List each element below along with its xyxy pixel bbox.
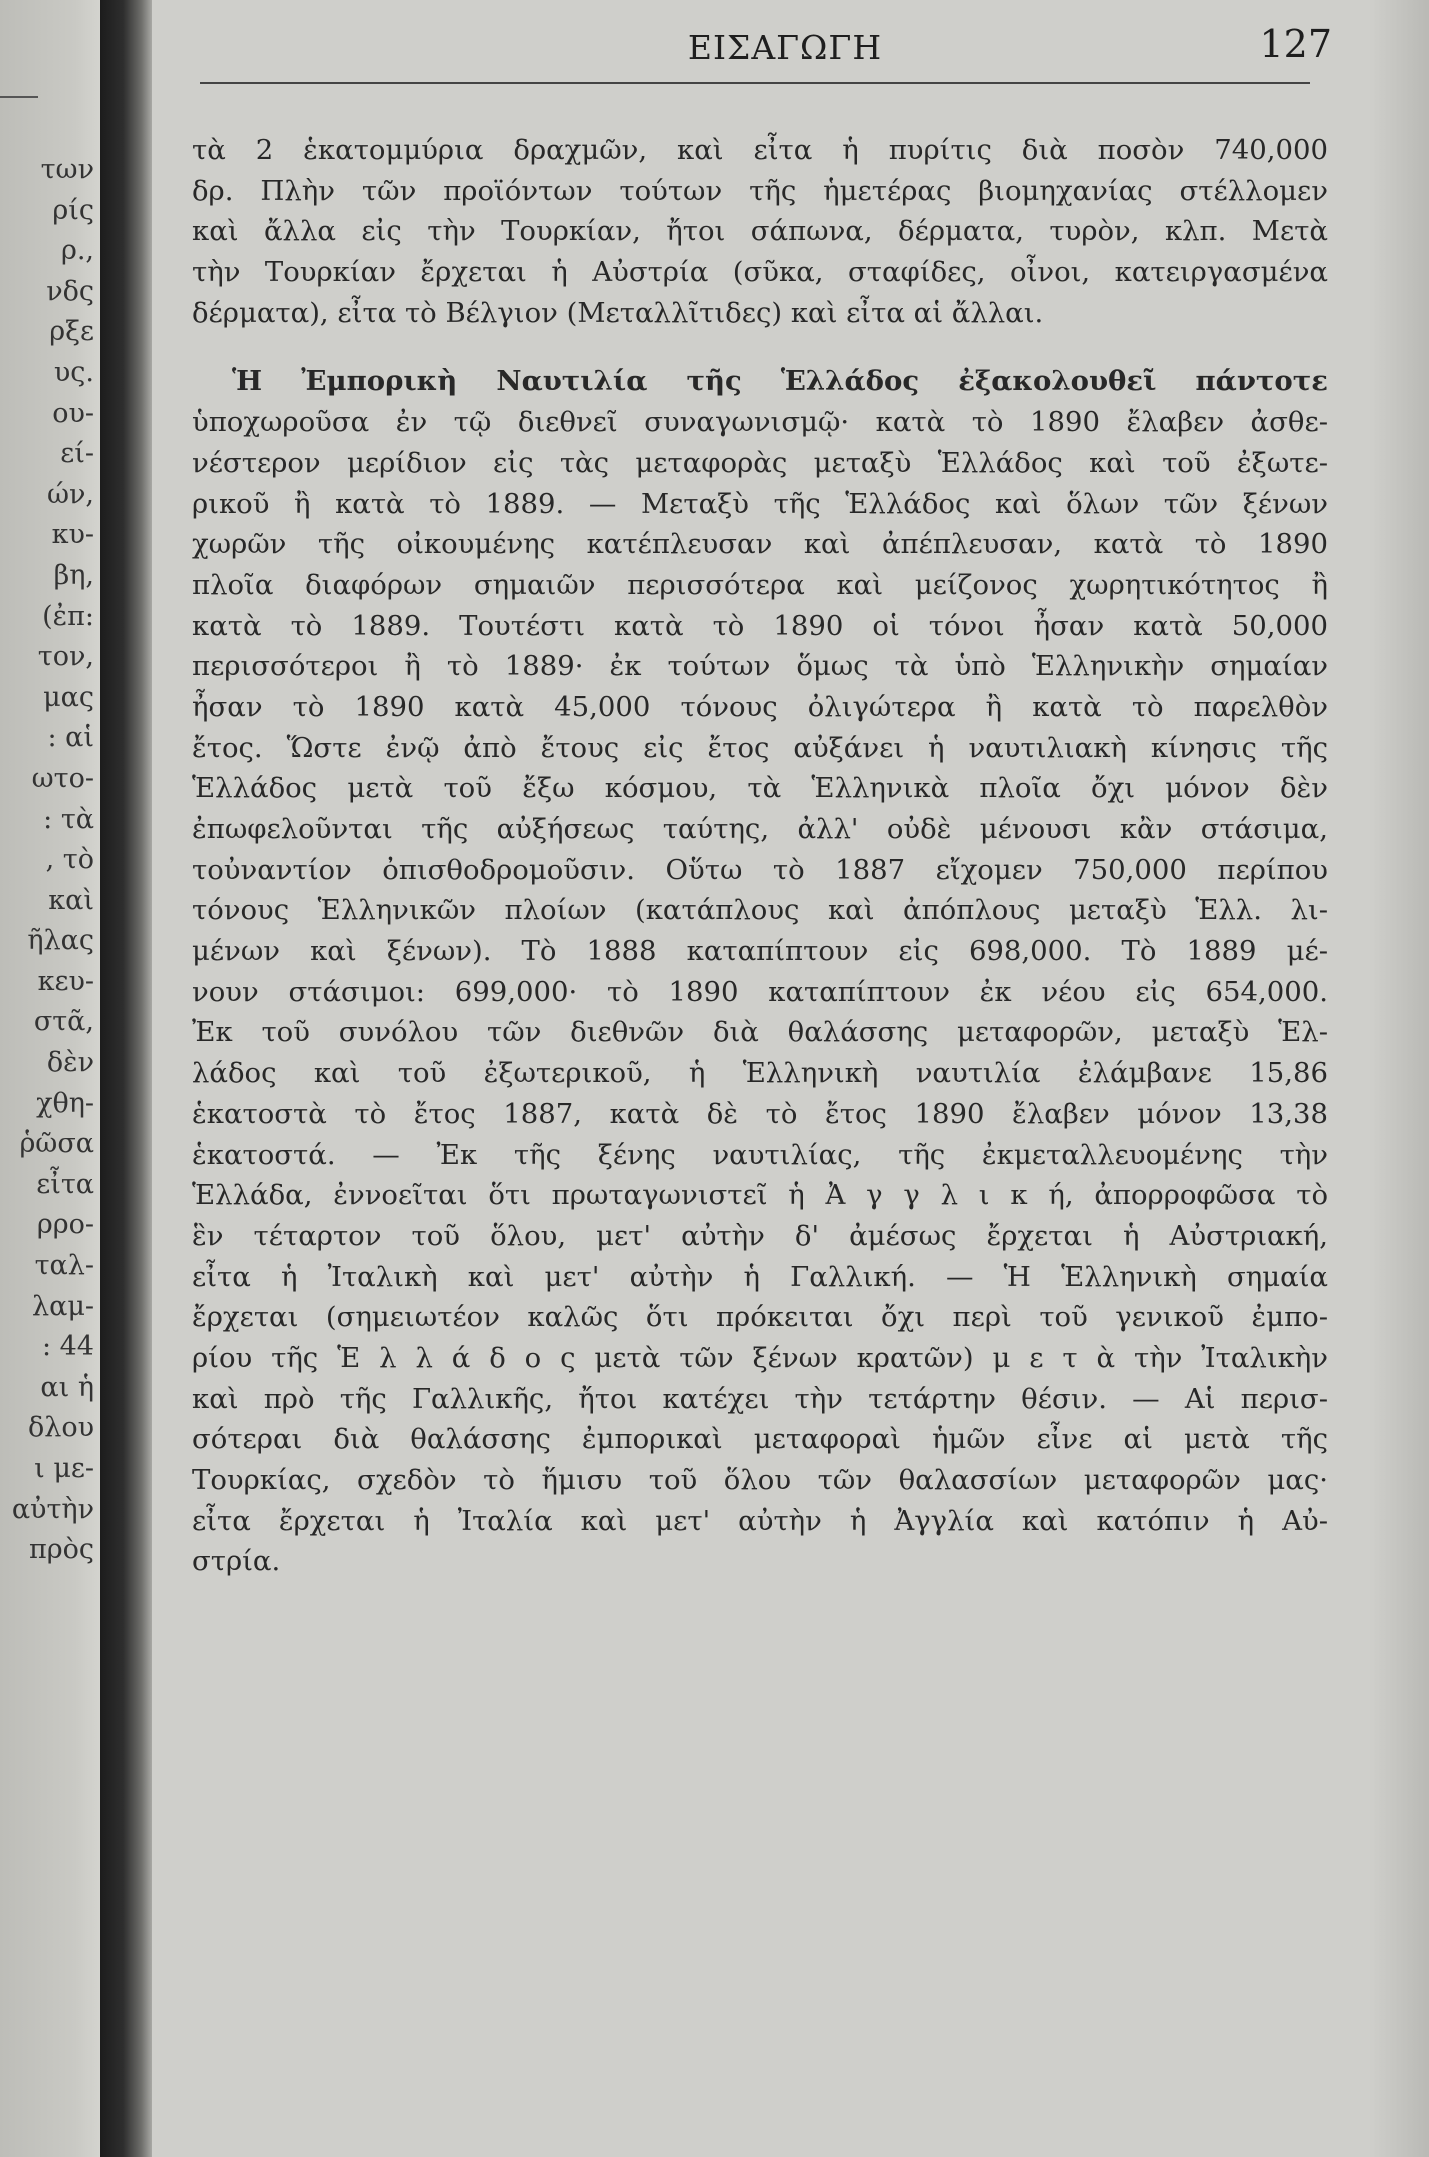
facing-page-fragment: καὶ [48,884,94,916]
text-line: καὶ ἄλλα εἰς τὴν Τουρκίαν, ἤτοι σάπωνα, δέρματα, τυρὸν, κλπ. Μετὰ [192,215,1328,248]
text-line: ἑκατοστά. — Ἐκ τῆς ξένης ναυτιλίας, τῆς ἐκμεταλλευομένης τὴν [192,1138,1328,1171]
paragraph [192,130,1328,333]
text-line: τόνους Ἑλληνικῶν πλοίων (κατάπλους καὶ ἀπόπλους μεταξὺ Ἑλλ. λι- [192,894,1328,927]
text-line: δέρματα), εἶτα τὸ Βέλγιον (Μεταλλῖτιδες) καὶ εἶτα αἱ ἄλλαι. [192,296,1044,329]
facing-page-fragment: δὲν [46,1047,94,1079]
facing-page-fragment: : αἱ [47,722,94,754]
facing-page-fragment: ρ., [60,235,94,267]
facing-page-fragment: κευ- [37,965,94,997]
facing-page-fragment: ωτο- [31,762,94,794]
facing-page-fragment: ρξε [49,316,94,348]
header-rule [200,82,1310,84]
text-line: ὑποχωροῦσα ἐν τῷ διεθνεῖ συναγωνισμῷ· κατὰ τὸ 1890 ἔλαβεν ἀσθε- [192,406,1328,439]
facing-page-rule [0,96,38,98]
facing-page-fragment: ταλ- [34,1250,94,1282]
text-line: Ἑλλάδος μετὰ τοῦ ἔξω κόσμου, τὰ Ἑλληνικὰ πλοῖα ὄχι μόνον δὲν [192,772,1328,805]
facing-page-fragment: , τὸ [45,844,94,876]
text-line: τὴν Τουρκίαν ἔρχεται ἡ Αὐστρία (σῦκα, σταφίδες, οἶνοι, κατειργασμένα [192,256,1328,289]
facing-page-fragment: εί- [60,438,94,470]
facing-page-fragment: ών, [46,478,94,510]
text-line: χωρῶν τῆς οἰκουμένης κατέπλευσαν καὶ ἀπέπλευσαν, κατὰ τὸ 1890 [192,528,1328,561]
text-line: Ἐκ τοῦ συνόλου τῶν διεθνῶν διὰ θαλάσσης μεταφορῶν, μεταξὺ Ἑλ- [192,1016,1328,1049]
text-line: ἔτος. Ὥστε ἐνῷ ἀπὸ ἔτους εἰς ἔτος αὐξάνει ἡ ναυτιλιακὴ κίνησις τῆς [192,731,1328,764]
facing-page-fragment: λαμ- [31,1290,94,1322]
text-line: εἶτα ἡ Ἰταλικὴ καὶ μετ' αὐτὴν ἡ Γαλλική. — Ἡ Ἑλληνικὴ σημαία [192,1260,1328,1293]
facing-page-fragment: χθη- [36,1087,94,1119]
text-line: δρ. Πλὴν τῶν προϊόντων τούτων τῆς ἡμετέρας βιομηχανίας στέλλομεν [192,174,1328,207]
facing-page-fragment: νδς [46,275,94,307]
facing-page-fragment: των [40,154,94,185]
text-line: νουν στάσιμοι: 699,000· τὸ 1890 καταπίπτουν ἐκ νέου εἰς 654,000. [192,975,1328,1008]
facing-page-fragment: ῆλας [27,925,94,957]
facing-page-fragment: : τὰ [43,803,94,835]
text-line: λάδος καὶ τοῦ ἐξωτερικοῦ, ἡ Ἑλληνικὴ ναυτιλία ἐλάμβανε 15,86 [192,1057,1328,1090]
text-line: ἔρχεται (σημειωτέον καλῶς ὅτι πρόκειται ὄχι περὶ τοῦ γενικοῦ ἐμπο- [192,1301,1328,1334]
text-line: κατὰ τὸ 1889. Τουτέστι κατὰ τὸ 1890 οἱ τόνοι ἦσαν κατὰ 50,000 [192,609,1328,642]
facing-page-fragment: κυ- [51,519,94,551]
text-line: τοὐναντίον ὀπισθοδρομοῦσιν. Οὕτω τὸ 1887 εἴχομεν 750,000 περίπου [192,853,1328,886]
facing-page-fragment: υς. [53,356,94,388]
text-line: καὶ πρὸ τῆς Γαλλικῆς, ἤτοι κατέχει τὴν τετάρτην θέσιν. — Αἱ περισ- [192,1382,1328,1415]
paragraph [192,361,1328,1582]
text-line: πλοῖα διαφόρων σημαιῶν περισσότερα καὶ μείζονος χωρητικότητος ἢ [192,568,1328,601]
facing-page-fragment: στᾶ, [33,1006,94,1038]
facing-page-fragment: βη, [53,559,94,591]
text-line: εἶτα ἔρχεται ἡ Ἰταλία καὶ μετ' αὐτὴν ἡ Ἀγγλία καὶ κατόπιν ἡ Αὐ- [192,1504,1328,1537]
facing-page-fragment: ου- [52,397,94,429]
text-line: μένων καὶ ξένων). Τὸ 1888 καταπίπτουν εἰς 698,000. Τὸ 1889 μέ- [192,935,1328,968]
text-line: Τουρκίας, σχεδὸν τὸ ἥμισυ τοῦ ὅλου τῶν θαλασσίων μεταφορῶν μας· [192,1464,1328,1496]
text-line: ἦσαν τὸ 1890 κατὰ 45,000 τόνους ὀλιγώτερα ἢ κατὰ τὸ παρελθὸν [192,690,1328,723]
paragraph-gap [192,333,1328,361]
facing-page-fragment: ι με- [34,1453,94,1484]
text-line: ἑκατοστὰ τὸ ἔτος 1887, κατὰ δὲ τὸ ἔτος 1890 ἔλαβεν μόνον 13,38 [192,1097,1328,1130]
facing-page-fragment: (ἐπ: [42,600,94,632]
text-line: ρικοῦ ἢ κατὰ τὸ 1889. — Μεταξὺ τῆς Ἑλλάδος καὶ ὅλων τῶν ξένων [192,487,1328,520]
running-title: ΕΙΣΑΓΩΓΗ [687,28,883,67]
facing-page-fragment: : 44 [41,1331,94,1363]
facing-page-fragment: πρὸς [29,1534,94,1566]
text-line: περισσότεροι ἢ τὸ 1889· ἐκ τούτων ὅμως τὰ ὑπὸ Ἑλληνικὴν σημαίαν [192,650,1328,683]
text-line: νέστερον μερίδιον εἰς τὰς μεταφορὰς μεταξὺ Ἑλλάδος καὶ τοῦ ἐξωτε- [192,446,1328,479]
text-line: σότεραι διὰ θαλάσσης ἐμπορικαὶ μεταφοραὶ ἡμῶν εἶνε αἱ μετὰ τῆς [192,1423,1328,1456]
text-line: στρία. [192,1545,281,1578]
facing-page-fragment: δλου [27,1412,94,1444]
facing-page-fragment: ρίς [52,194,94,226]
text-line: Ἡ Ἐμπορικὴ Ναυτιλία τῆς Ἑλλάδος ἐξακολουθεῖ πάντοτε [232,365,1328,398]
text-line: ἓν τέταρτον τοῦ ὅλου, μετ' αὐτὴν δ' ἀμέσως ἔρχεται ἡ Αὐστριακή, [192,1219,1328,1252]
facing-page-fragment: ρρο- [36,1209,94,1241]
page-number: 127 [1259,22,1332,66]
body-text [192,130,1328,1582]
text-line: ἐπωφελοῦνται τῆς αὐξήσεως ταύτης, ἀλλ' οὐδὲ μένουσι κἂν στάσιμα, [192,813,1328,845]
text-line: Ἑλλάδα, ἐννοεῖται ὅτι πρωταγωνιστεῖ ἡ Ἀ γ γ λ ι κ ή, ἀπορροφῶσα τὸ [192,1179,1328,1212]
page-header [200,12,1370,74]
facing-page-fragment: μας [43,681,94,713]
text-line: ρίου τῆς Ἑ λ λ ά δ ο ς μετὰ τῶν ξένων κρατῶν) μ ε τ ὰ τὴν Ἰταλικὴν [192,1341,1328,1374]
text-line: τὰ 2 ἑκατομμύρια δραχμῶν, καὶ εἶτα ἡ πυρίτις διὰ ποσὸν 740,000 [192,134,1328,166]
facing-page-fragment: τον, [37,641,94,673]
facing-page-fragment: αὐτὴν [11,1493,94,1525]
book-page [150,0,1429,2157]
book-gutter [100,0,152,2157]
facing-page-fragments [0,150,96,1571]
facing-page-fragment: αι ἡ [40,1371,94,1403]
facing-page-fragment: εἶτα [36,1168,94,1200]
facing-page-fragment: ῥῶσα [19,1128,94,1160]
